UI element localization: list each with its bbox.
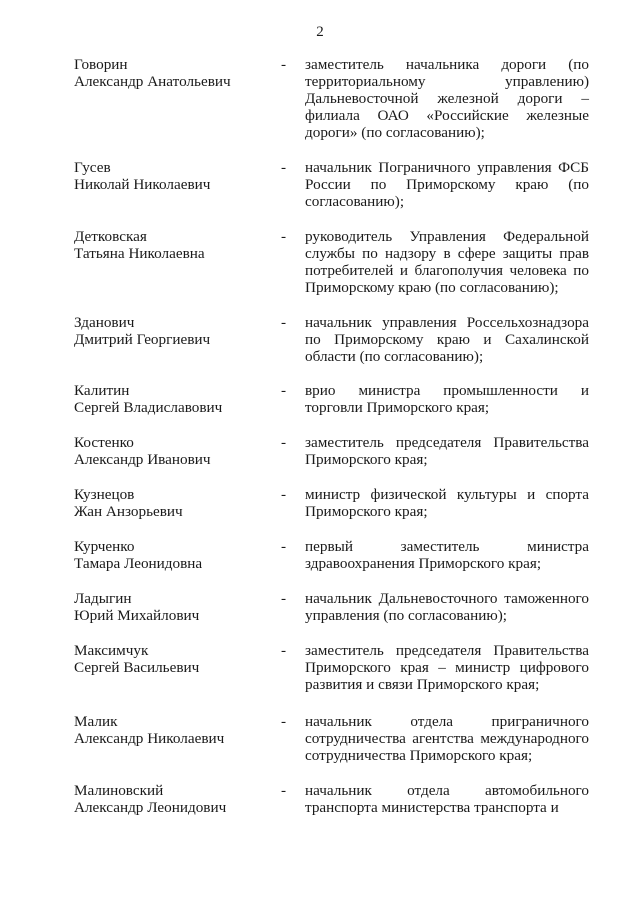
member-role: руководитель Управления Федеральной службы по надзору в сфере защиты прав потребителей и благополучия человека по Приморскому краю (по согласованию);: [305, 228, 589, 296]
member-name: [74, 434, 274, 468]
member-name: [74, 382, 274, 416]
member-name: [74, 538, 274, 572]
dash-separator: -: [281, 314, 287, 331]
member-name: [74, 228, 274, 262]
dash-separator: -: [281, 538, 287, 555]
member-surname: Говорин: [74, 56, 128, 73]
member-role: начальник Пограничного управления ФСБ России по Приморскому краю (по согласованию);: [305, 159, 589, 210]
member-surname: Курченко: [74, 538, 135, 555]
member-role: начальник управления Россельхознадзора по Приморскому краю и Сахалинской области (по согласованию);: [305, 314, 589, 365]
member-given-names: Николай Николаевич: [74, 176, 211, 193]
member-surname: Калитин: [74, 382, 130, 399]
member-role: заместитель председателя Правительства Приморского края;: [305, 434, 589, 468]
member-surname: Костенко: [74, 434, 134, 451]
dash-separator: -: [281, 642, 287, 659]
dash-separator: -: [281, 382, 287, 399]
member-name: [74, 314, 274, 348]
member-surname: Ладыгин: [74, 590, 132, 607]
dash-separator: -: [281, 486, 287, 503]
member-given-names: Татьяна Николаевна: [74, 245, 205, 262]
member-given-names: Александр Николаевич: [74, 730, 225, 747]
member-given-names: Тамара Леонидовна: [74, 555, 203, 572]
member-role: начальник отдела приграничного сотрудничества агентства международного сотрудничества Приморского края;: [305, 713, 589, 764]
member-given-names: Жан Анзорьевич: [74, 503, 183, 520]
member-role: заместитель начальника дороги (по территориальному управлению) Дальневосточной железной дороги – филиала ОАО «Российские железные дороги» (по согласованию);: [305, 56, 589, 141]
member-surname: Гусев: [74, 159, 111, 176]
dash-separator: -: [281, 434, 287, 451]
member-role: начальник отдела автомобильного транспорта министерства транспорта и: [305, 782, 589, 816]
member-role: заместитель председателя Правительства Приморского края – министр цифрового развития и связи Приморского края;: [305, 642, 589, 693]
dash-separator: -: [281, 782, 287, 799]
member-name: [74, 590, 274, 624]
member-role: врио министра промышленности и торговли Приморского края;: [305, 382, 589, 416]
page-number: 2: [316, 24, 324, 40]
member-given-names: Сергей Васильевич: [74, 659, 200, 676]
dash-separator: -: [281, 228, 287, 245]
member-given-names: Дмитрий Георгиевич: [74, 331, 211, 348]
dash-separator: -: [281, 159, 287, 176]
member-surname: Максимчук: [74, 642, 149, 659]
member-surname: Кузнецов: [74, 486, 135, 503]
member-given-names: Александр Иванович: [74, 451, 211, 468]
member-name: [74, 782, 274, 816]
dash-separator: -: [281, 713, 287, 730]
member-name: [74, 713, 274, 747]
member-surname: Зданович: [74, 314, 135, 331]
dash-separator: -: [281, 590, 287, 607]
member-surname: Детковская: [74, 228, 147, 245]
member-name: [74, 56, 274, 90]
member-name: [74, 642, 274, 676]
member-given-names: Юрий Михайлович: [74, 607, 200, 624]
member-role: министр физической культуры и спорта Приморского края;: [305, 486, 589, 520]
member-role: первый заместитель министра здравоохранения Приморского края;: [305, 538, 589, 572]
member-role: начальник Дальневосточного таможенного управления (по согласованию);: [305, 590, 589, 624]
member-given-names: Александр Анатольевич: [74, 73, 231, 90]
member-given-names: Александр Леонидович: [74, 799, 227, 816]
member-given-names: Сергей Владиславович: [74, 399, 223, 416]
dash-separator: -: [281, 56, 287, 73]
member-surname: Малик: [74, 713, 118, 730]
member-name: [74, 486, 274, 520]
member-name: [74, 159, 274, 193]
member-surname: Малиновский: [74, 782, 164, 799]
